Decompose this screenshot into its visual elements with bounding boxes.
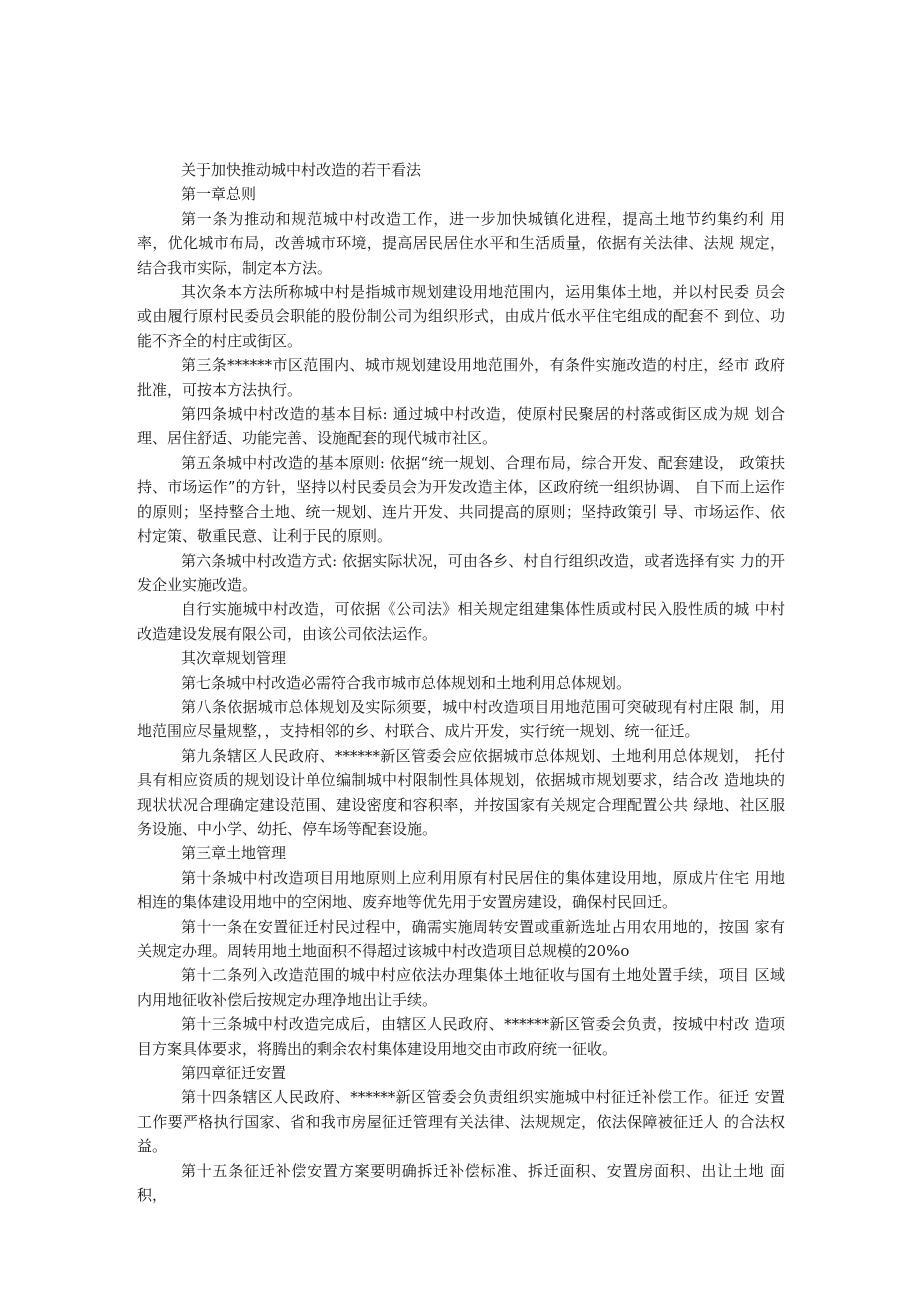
- document-body: [137, 182, 785, 1207]
- article-paragraph: 第五条城中村改造的基本原则: 依据“统一规划、合理布局，综合开发、配套建设， 政策扶持、市场运作”的方针，坚持以村民委员会为开发改造主体，区政府统一组织协调、 自下而上运作的原则；坚持整合土地、统一规划、连片开发、共同提高的原则；坚持政策引 导、市场运作、依村定策、敬重民意、让利于民的原则。: [137, 453, 785, 546]
- article-paragraph: 第十一条在安置征迁村民过程中，确需实施周转安置或重新选址占用农用地的，按国 家有关规定办理。周转用地土地面积不得超过该城中村改造项目总规模的20%o: [137, 917, 785, 960]
- chapter-heading: 第一章总则: [181, 185, 257, 204]
- chapter-heading: 第四章征迁安置: [181, 1064, 287, 1083]
- chapter-heading: 第三章土地管理: [181, 844, 287, 863]
- article-paragraph: 第一条为推动和规范城中村改造工作，进一步加快城镇化进程，提高土地节约集约利 用率，优化城市布局，改善城市环境，提高居民居住水平和生活质量，依据有关法律、法规 规定，结合我市实际，制定本方法。: [137, 209, 785, 277]
- article-paragraph: 第八条依据城市总体规划及实际须要，城中村改造项目用地范围可突破现有村庄限 制，用地范围应尽量规整，，支持相邻的乡、村联合、成片开发，实行统一规划、统一征迁。: [137, 697, 785, 741]
- article-paragraph: 第六条城中村改造方式: 依据实际状况，可由各乡、村自行组织改造，或者选择有实 力的开发企业实施改造。: [137, 551, 785, 594]
- document-page: [137, 158, 785, 1207]
- document-title: 关于加快推动城中村改造的若干看法: [181, 161, 422, 179]
- chapter-heading: 其次章规划管理: [181, 649, 287, 668]
- article-paragraph: 第四条城中村改造的基本目标: 通过城中村改造，使原村民聚居的村落或街区成为规 划合理、居住舒适、功能完善、设施配套的现代城市社区。: [137, 405, 785, 448]
- article-paragraph: 第三条******市区范围内、城市规划建设用地范围外，有条件实施改造的村庄，经市 政府批准，可按本方法执行。: [137, 356, 785, 399]
- article-paragraph: 第十四条辖区人民政府、******新区管委会负责组织实施城中村征迁补偿工作。征迁 安置工作要严格执行国家、省和我市房屋征迁管理有关法律、法规规定，依法保障被征迁人 的合法权益。: [137, 1088, 785, 1156]
- article-paragraph: 第十二条列入改造范围的城中村应依法办理集体土地征收与国有土地处置手续，项目 区域内用地征收补偿后按规定办理净地出让手续。: [137, 966, 785, 1009]
- article-paragraph: 第九条辖区人民政府、******新区管委会应依据城市总体规划、土地利用总体规划， 托付具有相应资质的规划设计单位编制城中村限制性具体规划，依据城市规划要求，结合改 造地块的现状状况合理确定建设范围、建设密度和容积率，并按国家有关规定合理配置公共 绿地、社区服务设施、中小学、幼托、停车场等配套设施。: [137, 746, 785, 838]
- article-paragraph: 第七条城中村改造必需符合我市城市总体规划和土地利用总体规划。: [181, 673, 632, 692]
- article-paragraph: 第十三条城中村改造完成后，由辖区人民政府、******新区管委会负责，按城中村改 造项目方案具体要求，将腾出的剩余农村集体建设用地交由市政府统一征收。: [137, 1015, 785, 1058]
- article-paragraph: 第十五条征迁补偿安置方案要明确拆迁补偿标准、拆迁面积、安置房面积、出让土地 面积，: [137, 1161, 785, 1205]
- article-paragraph: 第十条城中村改造项目用地原则上应利用原有村民居住的集体建设用地，原成片住宅 用地相连的集体建设用地中的空闲地、废弃地等优先用于安置房建设，确保村民回迁。: [137, 868, 785, 912]
- article-paragraph: 自行实施城中村改造，可依据《公司法》相关规定组建集体性质或村民入股性质的城 中村改造建设发展有限公司，由该公司依法运作。: [137, 600, 785, 643]
- article-paragraph: 其次条本方法所称城中村是指城市规划建设用地范围内，运用集体土地，并以村民委 员会或由履行原村民委员会职能的股份制公司为组织形式，由成片低水平住宅组成的配套不 到位、功能不齐全的村庄或街区。: [137, 283, 785, 350]
